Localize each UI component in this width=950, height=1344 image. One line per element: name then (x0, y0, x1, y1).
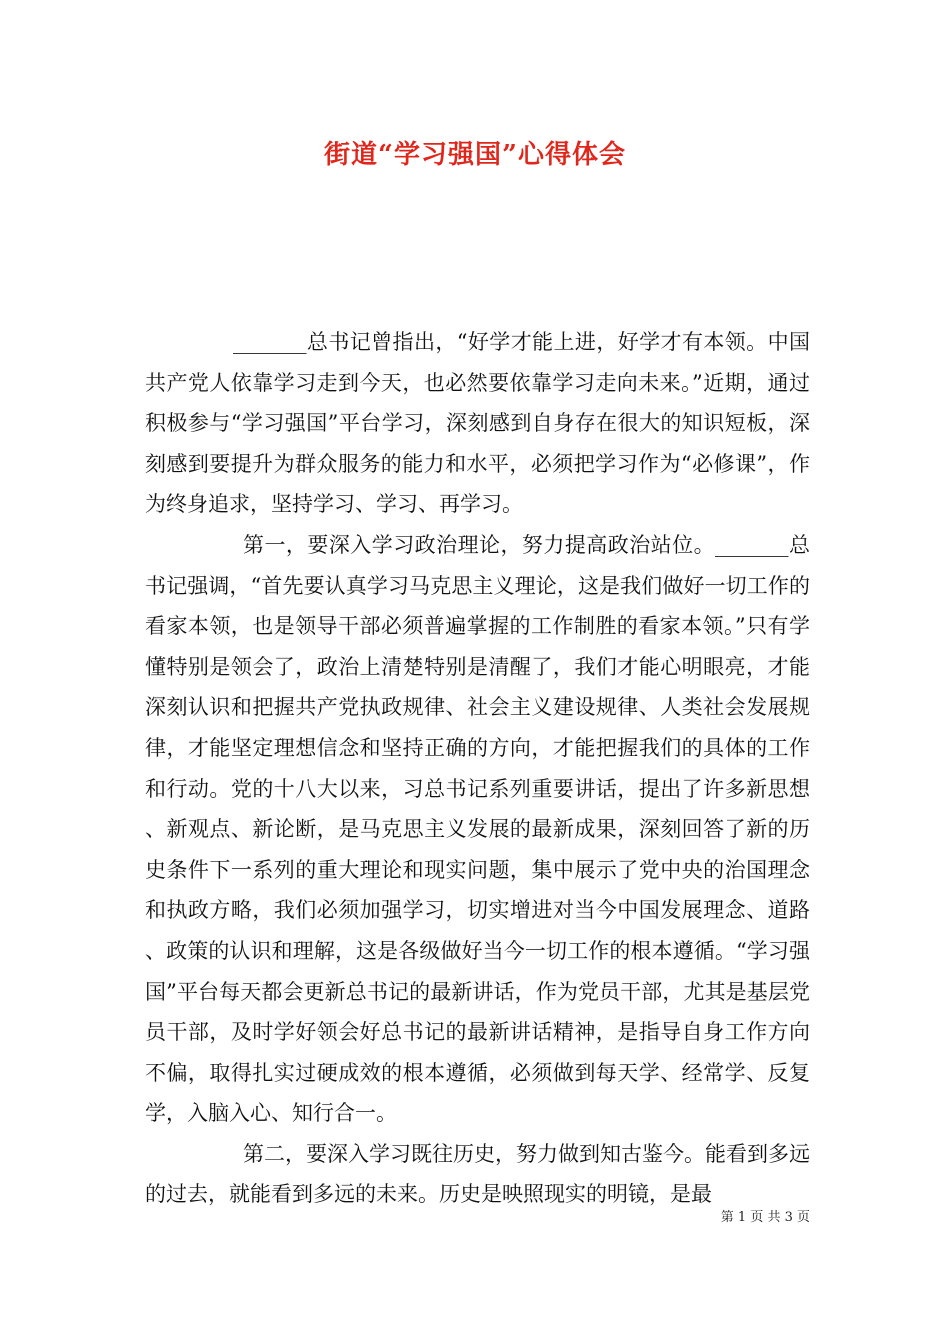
document-title: 街道“学习强国”心得体会 (324, 140, 626, 170)
page-number-footer: 第 1 页 共 3 页 (720, 1210, 810, 1225)
paragraph-2: 第一，要深入学习政治理论，努力提高政治站位。_______总书记强调，“首先要认真学习马克思主义理论，这是我们做好一切工作的看家本领，也是领导干部必须普遍掌握的工作制胜的看家本领。”只有学懂特别是领会了，政治上清楚特别是清醒了，我们才能心明眼亮，才能深刻认识和把握共产党执政规律、社会主义建设规律、人类社会发展规律，才能坚定理想信念和坚持正确的方向，才能把握我们的具体的工作和行动。党的十八大以来，习总书记系列重要讲话，提出了许多新思想、新观点、新论断，是马克思主义发展的最新成果，深刻回答了新的历史条件下一系列的重大理论和现实问题，集中展示了党中央的治国理念和执政方略，我们必须加强学习，切实增进对当今中国发展理念、道路、政策的认识和理解，这是各级做好当今一切工作的根本遵循。“学习强国”平台每天都会更新总书记的最新讲话，作为党员干部，尤其是基层党员干部，及时学好领会好总书记的最新讲话精神，是指导自身工作方向不偏，取得扎实过硬成效的根本遵循，必须做到每天学、经常学、反复学，入脑入心、知行合一。 (145, 532, 810, 1126)
paragraph-3: 第二，要深入学习既往历史，努力做到知古鉴今。能看到多远的过去，就能看到多远的未来。历史是映照现实的明镜，是最 (145, 1141, 810, 1207)
paragraph-1: _______总书记曾指出，“好学才能上进，好学才有本领。中国共产党人依靠学习走到今天，也必然要依靠学习走向未来。”近期，通过积极参与“学习强国”平台学习，深刻感到自身存在很大的知识短板，深刻感到要提升为群众服务的能力和水平，必须把学习作为“必修课”，作为终身追求，坚持学习、学习、再学习。 (145, 330, 810, 517)
document-body (145, 322, 810, 1215)
